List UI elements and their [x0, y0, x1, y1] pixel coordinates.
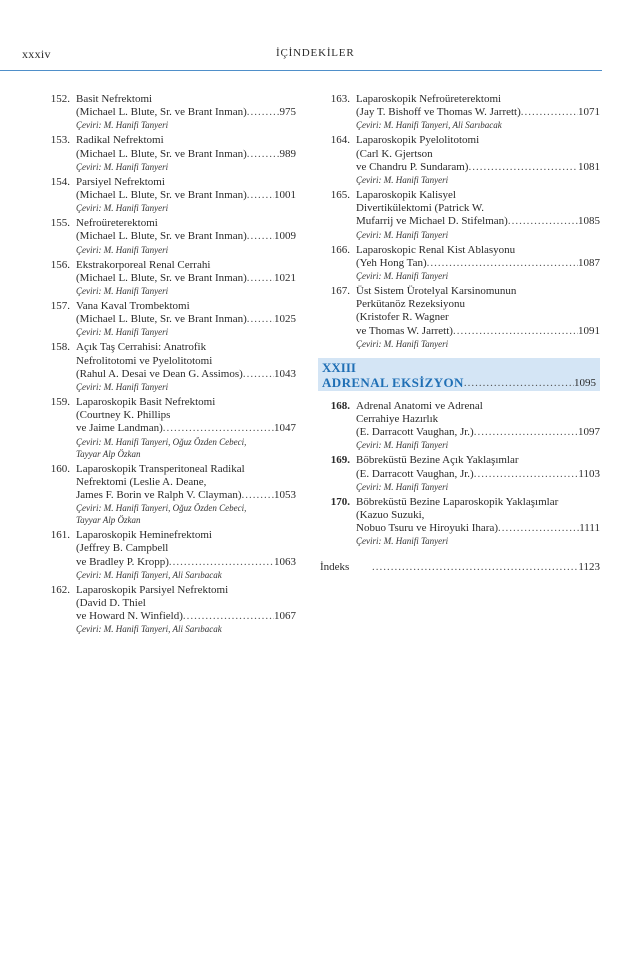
entry-authors: Mufarrij ve Michael D. Stifelman) — [356, 215, 508, 228]
entry-title-line: Laparoskopik Pyelolitotomi — [356, 134, 480, 147]
entry-title-line: (Kazuo Suzuki, — [356, 509, 425, 522]
entry-body — [76, 529, 296, 581]
entry-title-line: Laparoskopik Transperitoneal Radikal — [76, 462, 245, 475]
entry-authors: (Michael L. Blute, Sr. ve Brant Inman) — [76, 189, 247, 202]
entry-title-line: Parsiyel Nefrektomi — [76, 175, 165, 188]
entry-title-line: Üst Sistem Ürotelyal Karsinomunun — [356, 285, 517, 298]
entry-page: 1001 — [274, 189, 296, 202]
chapter-number: 170. — [330, 495, 350, 508]
leader-dots — [247, 106, 280, 119]
index-label: İndeks — [320, 561, 350, 574]
toc-entry[interactable] — [40, 93, 296, 131]
entry-page: 1111 — [579, 522, 600, 535]
entry-title-line: (Courtney K. Phillips — [76, 409, 171, 422]
translator-line: Çeviri: M. Hanifi Tanyeri — [76, 203, 169, 214]
entry-last-line — [356, 468, 600, 481]
chapter-number: 165. — [330, 189, 350, 202]
entry-authors: (Michael L. Blute, Sr. ve Brant Inman) — [76, 147, 247, 160]
page-number: xxxiv — [22, 47, 51, 61]
toc-section-entries — [320, 400, 600, 548]
toc-right-column — [320, 93, 600, 574]
entry-last-line — [76, 230, 296, 243]
entry-page: 1081 — [578, 160, 600, 173]
entry-authors: James F. Borin ve Ralph V. Clayman) — [76, 489, 242, 502]
translator-line: Çeviri: M. Hanifi Tanyeri — [76, 120, 169, 131]
entry-last-line — [356, 426, 600, 439]
entry-body — [76, 584, 296, 636]
entry-last-line — [76, 610, 296, 623]
entry-title-line: (Carl K. Gjertson — [356, 147, 433, 160]
chapter-number: 159. — [50, 396, 70, 409]
entry-body — [76, 259, 296, 297]
translator-line: Çeviri: M. Hanifi Tanyeri — [356, 271, 449, 282]
entry-last-line — [76, 489, 296, 502]
translator-line: Tayyar Alp Özkan — [76, 515, 141, 526]
entry-last-line — [76, 422, 296, 435]
section-title-row — [322, 375, 596, 391]
toc-entry[interactable] — [40, 529, 296, 581]
running-title: İÇİNDEKİLER — [276, 47, 355, 59]
entry-authors: (Michael L. Blute, Sr. ve Brant Inman) — [76, 106, 247, 119]
entry-authors: (Michael L. Blute, Sr. ve Brant Inman) — [76, 271, 247, 284]
entry-page: 1067 — [274, 610, 296, 623]
entry-page: 1021 — [274, 271, 296, 284]
entry-body — [356, 285, 600, 350]
translator-line: Çeviri: M. Hanifi Tanyeri, Ali Sarıbacak — [76, 569, 222, 580]
entry-last-line — [76, 106, 296, 119]
entry-page: 989 — [279, 147, 296, 160]
chapter-number: 166. — [330, 243, 350, 256]
translator-line: Çeviri: M. Hanifi Tanyeri, Ali Sarıbacak — [76, 624, 222, 635]
translator-line: Çeviri: M. Hanifi Tanyeri — [76, 327, 169, 338]
chapter-number: 168. — [330, 399, 350, 412]
translator-line: Çeviri: M. Hanifi Tanyeri — [356, 338, 449, 349]
chapter-number: 158. — [50, 341, 70, 354]
entry-authors: ve Howard N. Winfield) — [76, 610, 183, 623]
entry-body — [76, 176, 296, 214]
toc-entry[interactable] — [320, 400, 600, 452]
toc-right-entries — [320, 93, 600, 350]
toc-entry[interactable] — [40, 134, 296, 172]
entry-body — [76, 217, 296, 255]
entry-last-line — [76, 368, 296, 381]
leader-dots — [474, 468, 579, 481]
toc-entry[interactable] — [40, 463, 296, 527]
chapter-number: 156. — [50, 258, 70, 271]
entry-last-line — [356, 325, 600, 338]
entry-authors: (E. Darracott Vaughan, Jr.) — [356, 467, 474, 480]
section-page: 1095 — [574, 376, 596, 389]
toc-entry[interactable] — [320, 454, 600, 492]
leader-dots — [247, 189, 274, 202]
entry-last-line — [356, 161, 600, 174]
entry-authors: (Rahul A. Desai ve Dean G. Assimos) — [76, 367, 243, 380]
leader-dots — [427, 257, 578, 270]
entry-authors: Nobuo Tsuru ve Hiroyuki Ihara) — [356, 522, 498, 535]
entry-page: 1103 — [578, 467, 600, 480]
leader-dots — [242, 489, 274, 502]
entry-title-line: Radikal Nefrektomi — [76, 134, 164, 147]
translator-line: Çeviri: M. Hanifi Tanyeri — [76, 382, 169, 393]
leader-dots — [247, 313, 274, 326]
entry-body — [356, 134, 600, 186]
entry-body — [76, 134, 296, 172]
toc-entry[interactable] — [40, 300, 296, 338]
leader-dots — [521, 106, 578, 119]
chapter-number: 155. — [50, 217, 70, 230]
leader-dots — [464, 375, 574, 391]
translator-line: Çeviri: M. Hanifi Tanyeri — [76, 286, 169, 297]
leader-dots — [468, 161, 578, 174]
entry-title-line: (Kristofer R. Wagner — [356, 311, 449, 324]
translator-line: Çeviri: M. Hanifi Tanyeri, Oğuz Özden Cebeci, — [76, 503, 247, 514]
translator-line: Çeviri: M. Hanifi Tanyeri — [356, 229, 449, 240]
page-header — [0, 0, 602, 71]
section-heading[interactable] — [318, 358, 600, 391]
entry-title-line: Basit Nefrektomi — [76, 93, 153, 105]
section-title: ADRENAL EKSİZYON — [322, 374, 464, 390]
entry-authors: ve Bradley P. Kropp) — [76, 555, 169, 568]
toc-entry[interactable] — [320, 244, 600, 282]
entry-last-line — [76, 556, 296, 569]
entry-title-line: (David D. Thiel — [76, 597, 146, 610]
entry-last-line — [356, 257, 600, 270]
translator-line: Çeviri: M. Hanifi Tanyeri, Ali Sarıbacak — [356, 120, 502, 131]
leader-dots — [243, 368, 274, 381]
toc-entry[interactable] — [320, 134, 600, 186]
translator-line: Tayyar Alp Özkan — [76, 448, 141, 459]
entry-authors: ve Thomas W. Jarrett) — [356, 324, 453, 337]
entry-last-line — [76, 148, 296, 161]
entry-body — [76, 300, 296, 338]
entry-last-line — [76, 189, 296, 202]
entry-title-line: Laparoskopik Parsiyel Nefrektomi — [76, 583, 229, 596]
entry-last-line — [356, 215, 600, 228]
leader-dots — [183, 610, 274, 623]
translator-line: Çeviri: M. Hanifi Tanyeri, Oğuz Özden Cebeci, — [76, 436, 247, 447]
chapter-number: 153. — [50, 134, 70, 147]
entry-last-line — [356, 106, 600, 119]
leader-dots — [474, 426, 578, 439]
chapter-number: 152. — [50, 93, 70, 105]
entry-body — [76, 463, 296, 527]
leader-dots — [453, 325, 578, 338]
leader-dots — [508, 215, 578, 228]
entry-page: 1091 — [578, 324, 600, 337]
chapter-number: 169. — [330, 454, 350, 467]
toc-entry[interactable] — [40, 584, 296, 636]
entry-authors: (Michael L. Blute, Sr. ve Brant Inman) — [76, 313, 247, 326]
entry-page: 1025 — [274, 313, 296, 326]
leader-dots — [247, 230, 274, 243]
toc-entry[interactable] — [320, 496, 600, 548]
entry-body — [356, 244, 600, 282]
entry-title-line: Böbreküstü Bezine Açık Yaklaşımlar — [356, 454, 519, 467]
entry-title-line: Laparoskopic Renal Kist Ablasyonu — [356, 243, 516, 256]
entry-body — [356, 189, 600, 241]
entry-title-line: Nefrektomi (Leslie A. Deane, — [76, 475, 207, 488]
toc-entry[interactable] — [320, 93, 600, 131]
entry-title-line: Laparoskopik Kalisyel — [356, 189, 456, 202]
chapter-number: 161. — [50, 529, 70, 542]
entry-last-line — [76, 272, 296, 285]
translator-line: Çeviri: M. Hanifi Tanyeri — [76, 161, 169, 172]
entry-last-line — [356, 522, 600, 535]
entry-title-line: Böbreküstü Bezine Laparoskopik Yaklaşımlar — [356, 495, 559, 508]
entry-title-line: (Jeffrey B. Campbell — [76, 542, 169, 555]
toc-entry[interactable] — [40, 259, 296, 297]
translator-line: Çeviri: M. Hanifi Tanyeri — [356, 440, 449, 451]
entry-authors: (Yeh Hong Tan) — [356, 256, 427, 269]
entry-title-line: Adrenal Anatomi ve Adrenal — [356, 399, 483, 412]
entry-authors: ve Chandru P. Sundaram) — [356, 160, 469, 173]
toc-entry[interactable] — [320, 189, 600, 241]
entry-authors: (E. Darracott Vaughan, Jr.) — [356, 426, 474, 439]
entry-page: 1053 — [274, 489, 296, 502]
section-number: XXIII — [322, 359, 356, 375]
entry-title-line: Divertikülektomi (Patrick W. — [356, 202, 485, 215]
entry-page: 1071 — [578, 106, 600, 119]
translator-line: Çeviri: M. Hanifi Tanyeri — [76, 244, 169, 255]
toc-entry[interactable] — [40, 341, 296, 393]
entry-title-line: Laparoskopik Heminefrektomi — [76, 529, 212, 542]
entry-title-line: Vana Kaval Trombektomi — [76, 300, 190, 313]
entry-page: 1043 — [274, 367, 296, 380]
chapter-number: 167. — [330, 285, 350, 298]
chapter-number: 154. — [50, 175, 70, 188]
entry-body — [356, 454, 600, 492]
leader-dots — [169, 556, 274, 569]
entry-body — [76, 396, 296, 460]
entry-authors: (Jay T. Bishoff ve Thomas W. Jarrett) — [356, 106, 521, 119]
entry-title-line: Nefrolitotomi ve Pyelolitotomi — [76, 354, 213, 367]
entry-page: 1063 — [274, 555, 296, 568]
entry-body — [356, 496, 600, 548]
entry-title-line: Perkütanöz Rezeksiyonu — [356, 298, 466, 311]
leader-dots — [247, 148, 280, 161]
entry-title-line: Açık Taş Cerrahisi: Anatrofik — [76, 341, 207, 354]
index-entry[interactable] — [320, 561, 600, 574]
entry-page: 975 — [279, 106, 296, 119]
entry-page: 1087 — [578, 256, 600, 269]
toc-entry[interactable] — [40, 176, 296, 214]
entry-page: 1009 — [274, 230, 296, 243]
entry-authors: ve Jaime Landman) — [76, 422, 163, 435]
entry-body — [356, 400, 600, 452]
entry-page: 1047 — [274, 422, 296, 435]
chapter-number: 162. — [50, 583, 70, 596]
translator-line: Çeviri: M. Hanifi Tanyeri — [356, 481, 449, 492]
leader-dots — [247, 272, 274, 285]
chapter-number: 163. — [330, 93, 350, 105]
leader-dots — [372, 561, 578, 574]
entry-body — [356, 93, 600, 131]
entry-title-line: Nefroüreterektomi — [76, 217, 158, 230]
entry-body — [76, 341, 296, 393]
leader-dots — [498, 522, 579, 535]
translator-line: Çeviri: M. Hanifi Tanyeri — [356, 536, 449, 547]
entry-authors: (Michael L. Blute, Sr. ve Brant Inman) — [76, 230, 247, 243]
entry-title-line: Ekstrakorporeal Renal Cerrahi — [76, 258, 211, 271]
entry-page: 1085 — [578, 215, 600, 228]
leader-dots — [163, 422, 274, 435]
index-page: 1123 — [578, 561, 600, 574]
entry-last-line — [76, 313, 296, 326]
toc-entry[interactable] — [320, 285, 600, 350]
entry-body — [76, 93, 296, 131]
entry-page: 1097 — [578, 426, 600, 439]
entry-title-line: Laparoskopik Basit Nefrektomi — [76, 396, 216, 409]
chapter-number: 164. — [330, 134, 350, 147]
toc-entry[interactable] — [40, 396, 296, 460]
toc-entry[interactable] — [40, 217, 296, 255]
toc-left-column — [40, 93, 296, 638]
section-band — [318, 358, 600, 391]
translator-line: Çeviri: M. Hanifi Tanyeri — [356, 175, 449, 186]
entry-title-line: Laparoskopik Nefroüreterektomi — [356, 93, 502, 105]
chapter-number: 160. — [50, 462, 70, 475]
entry-title-line: Cerrahiye Hazırlık — [356, 413, 439, 426]
chapter-number: 157. — [50, 300, 70, 313]
